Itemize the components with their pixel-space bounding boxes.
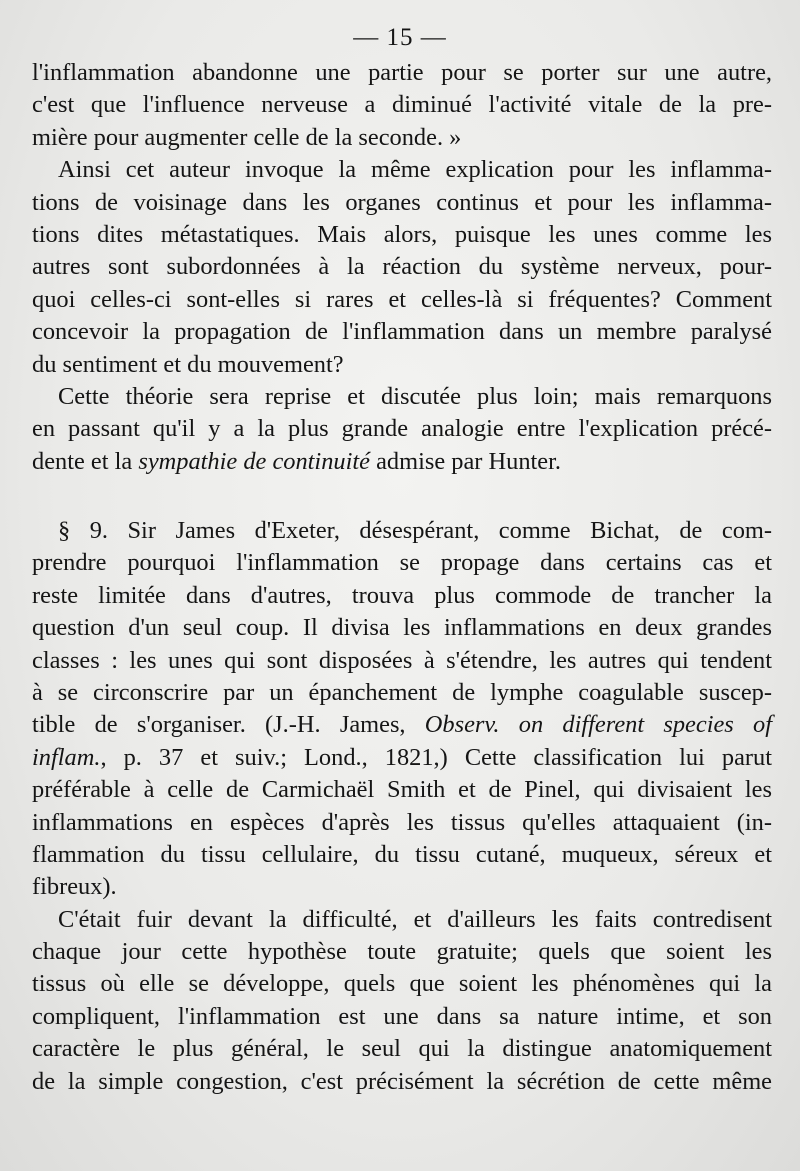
- text-line: compliquent, l'inflammation est une dans sa nature intime, et son: [32, 1002, 772, 1030]
- text-line: à se circonscrire par un épanchement de lymphe coagulable suscep-: [32, 678, 772, 706]
- text-line: du sentiment et du mouvement?: [32, 350, 344, 378]
- text-line: fibreux).: [32, 873, 117, 901]
- paragraph-start-line: Ainsi cet auteur invoque la même explication pour les inflamma-: [58, 156, 772, 184]
- text-line: chaque jour cette hypothèse toute gratuite; quels que soient les: [32, 938, 772, 966]
- text-line: mière pour augmenter celle de la seconde. »: [32, 123, 462, 151]
- text-line: prendre pourquoi l'inflammation se propage dans certains cas et: [32, 549, 772, 577]
- section-heading-line: § 9. Sir James d'Exeter, désespérant, comme Bichat, de com-: [58, 517, 772, 544]
- paragraph-start-line: Cette théorie sera reprise et discutée plus loin; mais remarquons: [58, 382, 772, 410]
- text-line: tible de s'organiser. (J.-H. James, Observ. on different species of: [32, 711, 773, 739]
- text-block-continuation: [32, 57, 772, 478]
- page-number: — 15 —: [353, 24, 447, 51]
- text-line: flammation du tissu cellulaire, du tissu cutané, muqueux, séreux et: [32, 840, 772, 868]
- text-line: tissus où elle se développe, quels que soient les phénomènes qui la: [32, 970, 772, 998]
- text-line: dente et la sympathie de continuité admise par Hunter.: [32, 447, 561, 475]
- text-line: caractère le plus général, le seul qui la distingue anatomiquement: [32, 1035, 772, 1063]
- text-line: question d'un seul coup. Il divisa les inflammations en deux grandes: [32, 614, 772, 642]
- text-line: en passant qu'il y a la plus grande analogie entre l'explication précé-: [32, 415, 772, 443]
- text-line: préférable à celle de Carmichaël Smith et de Pinel, qui divisaient les: [32, 776, 772, 804]
- text-line: autres sont subordonnées à la réaction du système nerveux, pour-: [32, 253, 772, 281]
- text-line: de la simple congestion, c'est précisément la sécrétion de cette même: [32, 1067, 772, 1095]
- text-line: inflammations en espèces d'après les tissus qu'elles attaquaient (in-: [32, 808, 772, 836]
- text-line: quoi celles-ci sont-elles si rares et celles-là si fréquentes? Comment: [32, 285, 772, 313]
- text-block-section-9: [32, 515, 772, 1098]
- text-line: reste limitée dans d'autres, trouva plus commode de trancher la: [32, 581, 772, 609]
- text-line: tions de voisinage dans les organes continus et pour les inflamma-: [32, 188, 772, 216]
- text-line: c'est que l'influence nerveuse a diminué l'activité vitale de la pre-: [32, 91, 772, 119]
- paragraph-start-line: C'était fuir devant la difficulté, et d'ailleurs les faits contredisent: [58, 905, 772, 933]
- text-line: inflam., p. 37 et suiv.; Lond., 1821,) Cette classification lui parut: [32, 743, 772, 771]
- text-line: classes : les unes qui sont disposées à s'étendre, les autres qui tendent: [32, 646, 772, 674]
- text-line: l'inflammation abandonne une partie pour se porter sur une autre,: [32, 59, 772, 86]
- text-line: concevoir la propagation de l'inflammation dans un membre paralysé: [32, 318, 772, 346]
- text-line: tions dites métastatiques. Mais alors, puisque les unes comme les: [32, 220, 772, 248]
